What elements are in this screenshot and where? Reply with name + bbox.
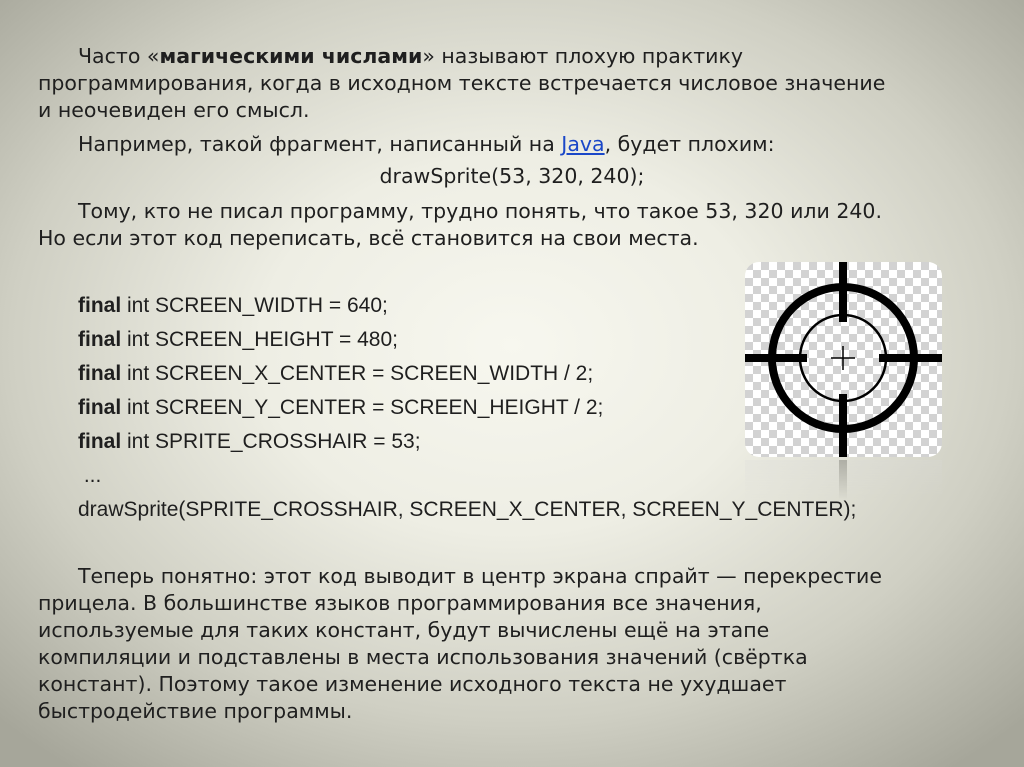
final-keyword: final — [78, 294, 122, 317]
code-line-3 — [78, 360, 593, 387]
intro-prefix: Часто « — [78, 44, 160, 68]
code-line-1 — [78, 292, 388, 319]
conclusion-line-2: прицела. В большинстве языков программирования все значения, — [38, 591, 762, 615]
bad-code-example: drawSprite(53, 320, 240); — [379, 164, 645, 188]
magic-numbers-term: магическими числами — [159, 44, 423, 68]
intro-line-2: программирования, когда в исходном тексте встречается числовое значение — [38, 71, 886, 95]
crosshair-reflection — [745, 460, 942, 500]
conclusion-line-1: Теперь понятно: этот код выводит в центр экрана спрайт — перекрестие — [78, 564, 882, 588]
example-before-link: Например, такой фрагмент, написанный на — [78, 132, 562, 156]
example-intro — [78, 131, 775, 158]
code-call: drawSprite(SPRITE_CROSSHAIR, SCREEN_X_CENTER, SCREEN_Y_CENTER); — [78, 498, 857, 521]
final-keyword: final — [78, 430, 122, 453]
code-text: int SCREEN_Y_CENTER = SCREEN_HEIGHT / 2; — [121, 396, 604, 419]
intro-paragraph — [38, 43, 988, 124]
code-text: int SCREEN_WIDTH = 640; — [121, 294, 388, 317]
final-keyword: final — [78, 362, 122, 385]
intro-line-1 — [38, 43, 988, 70]
conclusion-line-4: компиляции и подставлены в места использования значений (свёртка — [38, 645, 808, 669]
conclusion-line-3: используемые для таких констант, будут вычислены ещё на этапе — [38, 618, 770, 642]
code-line-5 — [78, 428, 421, 455]
code-text: int SCREEN_X_CENTER = SCREEN_WIDTH / 2; — [121, 362, 594, 385]
final-keyword: final — [78, 328, 122, 351]
conclusion-line-6: быстродействие программы. — [38, 699, 353, 723]
code-ellipsis: ... — [78, 464, 102, 487]
conclusion-paragraph — [38, 563, 979, 725]
code-line-4 — [78, 394, 603, 421]
final-keyword: final — [78, 396, 122, 419]
crosshair-icon — [745, 262, 942, 457]
java-link[interactable]: Java — [561, 132, 605, 156]
intro-rest: » называют плохую практику — [422, 44, 744, 68]
code-line-2 — [78, 326, 398, 353]
intro-line-3: и неочевиден его смысл. — [38, 98, 310, 122]
explain-paragraph — [38, 198, 988, 252]
example-after-link: , будет плохим: — [604, 132, 775, 156]
explain-line-2: Но если этот код переписать, всё становится на свои места. — [38, 226, 699, 250]
conclusion-line-5: констант). Поэтому такое изменение исходного текста не ухудшает — [38, 672, 787, 696]
explain-line-1: Тому, кто не писал программу, трудно понять, что такое 53, 320 или 240. — [78, 199, 882, 223]
code-text: int SPRITE_CROSSHAIR = 53; — [121, 430, 421, 453]
code-text: int SCREEN_HEIGHT = 480; — [121, 328, 398, 351]
